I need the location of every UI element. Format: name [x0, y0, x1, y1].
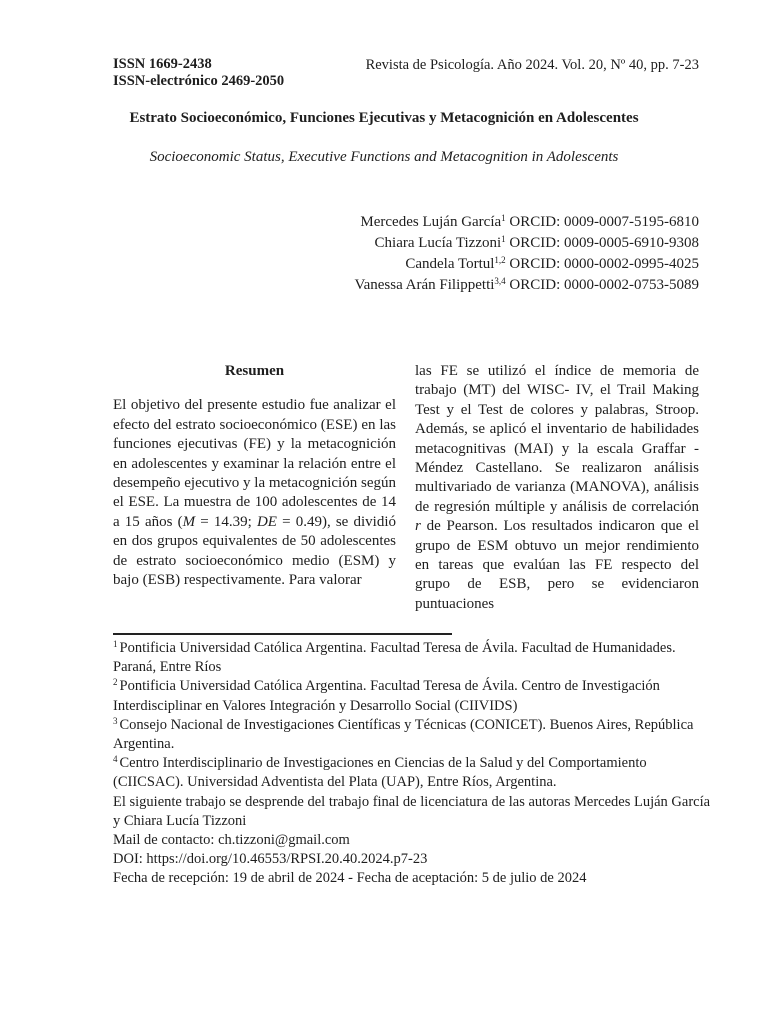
abstract-text: de Pearson. Los resultados indicaron que el grupo de ESM obtuvo un mejor rendimiento en tareas que evalúan las FE respecto del grupo de ESB, pero se evidenciaron puntuaciones	[415, 518, 699, 612]
contact-email[interactable]: Mail de contacto: ch.tizzoni@gmail.com	[113, 832, 350, 849]
note-thesis: El siguiente trabajo se desprende del trabajo final de licenciatura de las autoras Mercedes Luján García y Chiara Lucía Tizzoni	[113, 793, 711, 829]
author-affiliation-sup: 3,4	[494, 276, 506, 286]
author-affiliation-sup: 1	[501, 213, 506, 223]
stat-symbol-de: DE	[256, 513, 277, 530]
footnote-divider	[113, 633, 452, 635]
abstract-text: las FE se utilizó el índice de memoria de trabajo (MT) del WISC- IV, el Trail Making Test y el Test de colores y palabras, Stroop. Además, se aplicó el inventario de habilidades metacognitivas (MAI) y la escala Graffar - Méndez Castellano. Se realizaron análisis multivariado de varianza (MANOVA), análisis de regresión múltiple y análisis de correlación	[415, 363, 699, 515]
author-name: Candela Tortul	[405, 256, 495, 272]
footnotes	[113, 639, 713, 889]
footnote-marker: 2	[113, 677, 118, 688]
author-orcid: ORCID: 0000-0002-0753-5089	[505, 277, 699, 293]
abstract-text: = 0.49), se dividió en dos grupos equivalentes de 50 adolescentes de estrato socioeconómico medio (ESM) y bajo (ESB) respectivamente. Para valorar	[113, 513, 396, 589]
abstract-heading: Resumen	[224, 363, 285, 379]
journal-citation: Revista de Psicología. Año 2024. Vol. 20, Nº 40, pp. 7-23	[365, 57, 699, 73]
footnote-marker: 4	[113, 754, 118, 765]
author-affiliation-sup: 1,2	[494, 255, 506, 265]
author-name: Vanessa Arán Filippetti	[354, 277, 495, 293]
abstract-paragraph	[415, 362, 699, 614]
article-title: Estrato Socioeconómico, Funciones Ejecutivas y Metacognición en Adolescentes	[129, 110, 639, 126]
author-line	[354, 212, 699, 233]
issn-electronic: ISSN-electrónico 2469-2050	[113, 73, 285, 89]
issn: ISSN 1669-2438	[113, 56, 212, 72]
author-name: Mercedes Luján García	[360, 214, 502, 230]
footnote-text: Pontificia Universidad Católica Argentina. Facultad Teresa de Ávila. Facultad de Humanidades. Paraná, Entre Ríos	[113, 640, 676, 676]
author-line	[354, 275, 699, 296]
dates: Fecha de recepción: 19 de abril de 2024 - Fecha de aceptación: 5 de julio de 2024	[113, 870, 587, 887]
abstract-text: El objetivo del presente estudio fue analizar el efecto del estrato socioeconómico (ESE) en las funciones ejecutivas (FE) y la metacognición en adolescentes y examinar la relación entre el desempeño ejecutivo y la metacognición según el ESE. La muestra de 100 adolescentes de 14 a 15 años (	[113, 397, 396, 530]
doi-link[interactable]: DOI: https://doi.org/10.46553/RPSI.20.40.2024.p7-23	[113, 851, 428, 868]
stat-symbol-r: r	[415, 518, 421, 535]
issn-block	[113, 56, 284, 90]
abstract-paragraph	[113, 396, 396, 590]
footnote-marker: 1	[113, 639, 118, 649]
author-orcid: ORCID: 0000-0002-0995-4025	[505, 256, 699, 272]
author-line	[354, 233, 699, 254]
abstract-left-column	[113, 362, 396, 590]
author-name: Chiara Lucía Tizzoni	[374, 235, 502, 251]
article-subtitle: Socioeconomic Status, Executive Functions and Metacognition in Adolescents	[149, 149, 619, 165]
footnote-text: Centro Interdisciplinario de Investigaciones en Ciencias de la Salud y del Comportamiento (CIICSAC). Universidad Adventista del Plata (UAP), Entre Ríos, Argentina.	[113, 755, 647, 791]
footnote-text: Consejo Nacional de Investigaciones Científicas y Técnicas (CONICET). Buenos Aires, República Argentina.	[113, 716, 694, 753]
footnote	[113, 639, 713, 677]
footnote	[113, 716, 713, 754]
author-orcid: ORCID: 0009-0005-6910-9308	[505, 235, 699, 251]
author-affiliation-sup: 1	[501, 234, 506, 244]
footnote	[113, 677, 713, 715]
footnote-marker: 3	[113, 715, 118, 726]
author-line	[354, 254, 699, 275]
author-list	[354, 212, 699, 296]
footnote	[113, 754, 713, 792]
author-orcid: ORCID: 0009-0007-5195-6810	[505, 214, 699, 230]
footnote-text: Pontificia Universidad Católica Argentina. Facultad Teresa de Ávila. Centro de Investigación Interdisciplinar en Valores Integración y Desarrollo Social (CIIVIDS)	[113, 678, 660, 714]
abstract-right-column	[415, 362, 699, 614]
abstract-text: = 14.39;	[195, 513, 257, 530]
stat-symbol-m: M	[182, 513, 196, 530]
